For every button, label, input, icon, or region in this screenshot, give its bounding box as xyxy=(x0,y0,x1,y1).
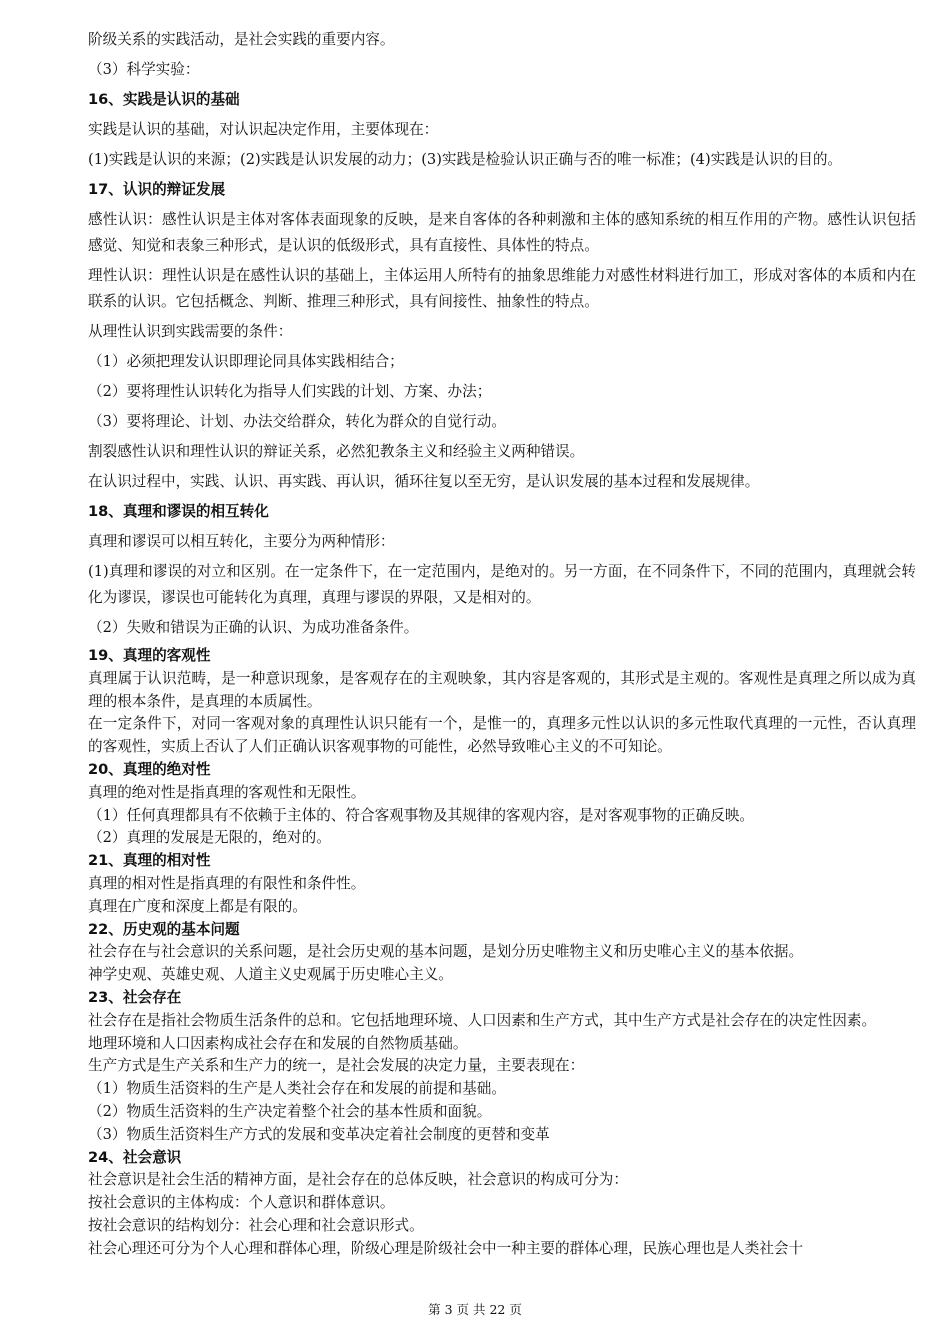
paragraph: （1）任何真理都具有不依赖于主体的、符合客观事物及其规律的客观内容，是对客观事物的正确反映。 xyxy=(88,806,755,824)
paragraph: 实践是认识的基础，对认识起决定作用，主要体现在： xyxy=(88,121,439,138)
paragraph: （3）科学实验： xyxy=(88,61,200,78)
paragraph: 社会存在是指社会物质生活条件的总和。它包括地理环境、人口因素和生产方式，其中生产方式是社会存在的决定性因素。 xyxy=(88,1011,877,1029)
paragraph: 阶级关系的实践活动，是社会实践的重要内容。 xyxy=(88,31,395,48)
section-heading: 23、社会存在 xyxy=(88,988,182,1006)
section-tight xyxy=(88,645,916,1261)
section-heading: 21、真理的相对性 xyxy=(88,852,211,870)
paragraph: 真理在广度和深度上都是有限的。 xyxy=(88,897,307,915)
paragraph: （2）物质生活资料的生产决定着整个社会的基本性质和面貌。 xyxy=(88,1102,492,1120)
paragraph: （2）失败和错误为正确的认识、为成功准备条件。 xyxy=(88,619,419,636)
paragraph: 感性认识：感性认识是主体对客体表面现象的反映，是来自客体的各种刺激和主体的感知系统的相互作用的产物。感性认识包括感觉、知觉和表象三种形式，是认识的低级形式，具有直接性、具体性的特点。 xyxy=(88,211,916,254)
paragraph: 从理性认识到实践需要的条件： xyxy=(88,323,293,340)
paragraph: 割裂感性认识和理性认识的辩证关系，必然犯教条主义和经验主义两种错误。 xyxy=(88,443,585,460)
paragraph: 按社会意识的主体构成：个人意识和群体意识。 xyxy=(88,1194,395,1212)
paragraph: 在一定条件下，对同一客观对象的真理性认识只能有一个，是惟一的，真理多元性以认识的多元性取代真理的一元性，否认真理的客观性，实质上否认了人们正确认识客观事物的可能性，必然导致唯心主义的不可知论。 xyxy=(88,715,916,756)
paragraph: （1）必须把理发认识即理论同具体实践相结合； xyxy=(88,353,404,370)
paragraph: （3）物质生活资料生产方式的发展和变革决定着社会制度的更替和变革 xyxy=(88,1125,550,1143)
paragraph: 在认识过程中，实践、认识、再实践、再认识，循环往复以至无穷，是认识发展的基本过程和发展规律。 xyxy=(88,473,760,490)
paragraph: 生产方式是生产关系和生产力的统一，是社会发展的决定力量，主要表现在： xyxy=(88,1057,585,1075)
paragraph: （1）物质生活资料的生产是人类社会存在和发展的前提和基础。 xyxy=(88,1080,506,1098)
paragraph: 真理的相对性是指真理的有限性和条件性。 xyxy=(88,874,366,892)
page-footer: 第 3 页 共 22 页 xyxy=(428,1302,522,1317)
paragraph: 社会心理还可分为个人心理和群体心理，阶级心理是阶级社会中一种主要的群体心理，民族心理也是人类社会十 xyxy=(88,1239,804,1257)
paragraph: 社会意识是社会生活的精神方面，是社会存在的总体反映，社会意识的构成可分为： xyxy=(88,1171,628,1189)
paragraph: 神学史观、英雄史观、人道主义史观属于历史唯心主义。 xyxy=(88,966,453,984)
section-heading: 17、认识的辩证发展 xyxy=(88,181,226,198)
paragraph: （2）要将理性认识转化为指导人们实践的计划、方案、办法； xyxy=(88,383,492,400)
section-heading: 18、真理和谬误的相互转化 xyxy=(88,503,269,520)
paragraph: 社会存在与社会意识的关系问题，是社会历史观的基本问题，是划分历史唯物主义和历史唯心主义的基本依据。 xyxy=(88,943,804,961)
paragraph: （2）真理的发展是无限的，绝对的。 xyxy=(88,829,331,847)
document-body xyxy=(88,27,916,1261)
paragraph: 真理属于认识范畴，是一种意识现象，是客观存在的主观映象，其内容是客观的，其形式是主观的。客观性是真理之所以成为真理的根本条件，是真理的本质属性。 xyxy=(88,669,916,710)
section-heading: 20、真理的绝对性 xyxy=(88,760,211,778)
section-heading: 19、真理的客观性 xyxy=(88,647,211,664)
paragraph: (1)实践是认识的来源；(2)实践是认识发展的动力；(3)实践是检验认识正确与否的唯一标准；(4)实践是认识的目的。 xyxy=(88,151,843,168)
paragraph: 理性认识：理性认识是在感性认识的基础上，主体运用人所特有的抽象思维能力对感性材料进行加工，形成对客体的本质和内在联系的认识。它包括概念、判断、推理三种形式，具有间接性、抽象性的特点。 xyxy=(88,267,916,310)
section-heading: 22、历史观的基本问题 xyxy=(88,920,240,938)
paragraph: （3）要将理论、计划、办法交给群众，转化为群众的自觉行动。 xyxy=(88,413,506,430)
section-heading: 16、实践是认识的基础 xyxy=(88,91,240,108)
paragraph: 按社会意识的结构划分：社会心理和社会意识形式。 xyxy=(88,1216,424,1234)
paragraph: 真理的绝对性是指真理的客观性和无限性。 xyxy=(88,783,366,801)
paragraph: 地理环境和人口因素构成社会存在和发展的自然物质基础。 xyxy=(88,1034,468,1052)
paragraph: 真理和谬误可以相互转化，主要分为两种情形： xyxy=(88,533,395,550)
section-loose xyxy=(88,27,916,641)
paragraph: (1)真理和谬误的对立和区别。在一定条件下，在一定范围内，是绝对的。另一方面，在不同条件下，不同的范围内，真理就会转化为谬误，谬误也可能转化为真理，真理与谬误的界限，又是相对的。 xyxy=(88,563,916,606)
section-heading: 24、社会意识 xyxy=(88,1148,182,1166)
